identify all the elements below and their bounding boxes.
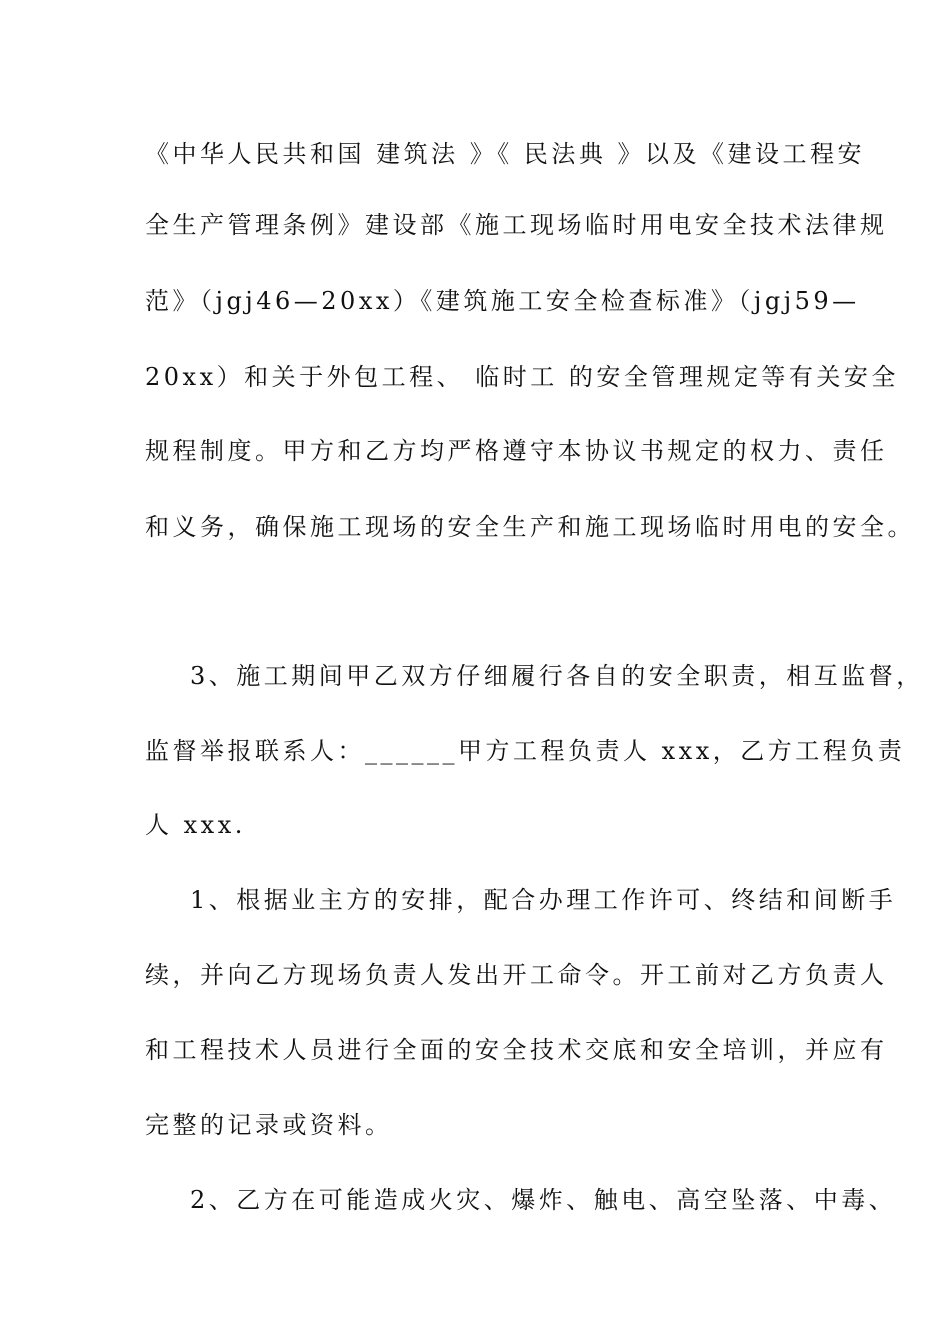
paragraph-1-line: 1、根据业主方的安排，配合办理工作许可、终结和间断手	[190, 886, 897, 914]
text-line: 和工程技术人员进行全面的安全技术交底和安全培训，并应有	[145, 1036, 888, 1064]
text-line: 范》（jgj46—20xx）《建筑施工安全检查标准》（jgj59—	[145, 287, 860, 315]
text-line: 《中华人民共和国 建筑法 》《 民法典 》以及《建设工程安	[145, 140, 866, 168]
paragraph-2-line: 2、乙方在可能造成火灾、爆炸、触电、高空坠落、中毒、	[190, 1186, 897, 1214]
text-line: 20xx）和关于外包工程、 临时工 的安全管理规定等有关安全	[145, 363, 899, 391]
text-line: 监督举报联系人：______甲方工程负责人 xxx，乙方工程负责	[145, 737, 906, 765]
text-line: 人 xxx.	[145, 811, 246, 839]
text-line: 续，并向乙方现场负责人发出开工命令。开工前对乙方负责人	[145, 961, 888, 989]
text-line: 和义务，确保施工现场的安全生产和施工现场临时用电的安全。	[145, 513, 915, 541]
text-line: 规程制度。甲方和乙方均严格遵守本协议书规定的权力、责任	[145, 437, 888, 465]
paragraph-3-line: 3、施工期间甲乙双方仔细履行各自的安全职责，相互监督，	[190, 662, 924, 690]
text-line: 全生产管理条例》建设部《施工现场临时用电安全技术法律规	[145, 211, 888, 239]
text-line: 完整的记录或资料。	[145, 1111, 393, 1139]
